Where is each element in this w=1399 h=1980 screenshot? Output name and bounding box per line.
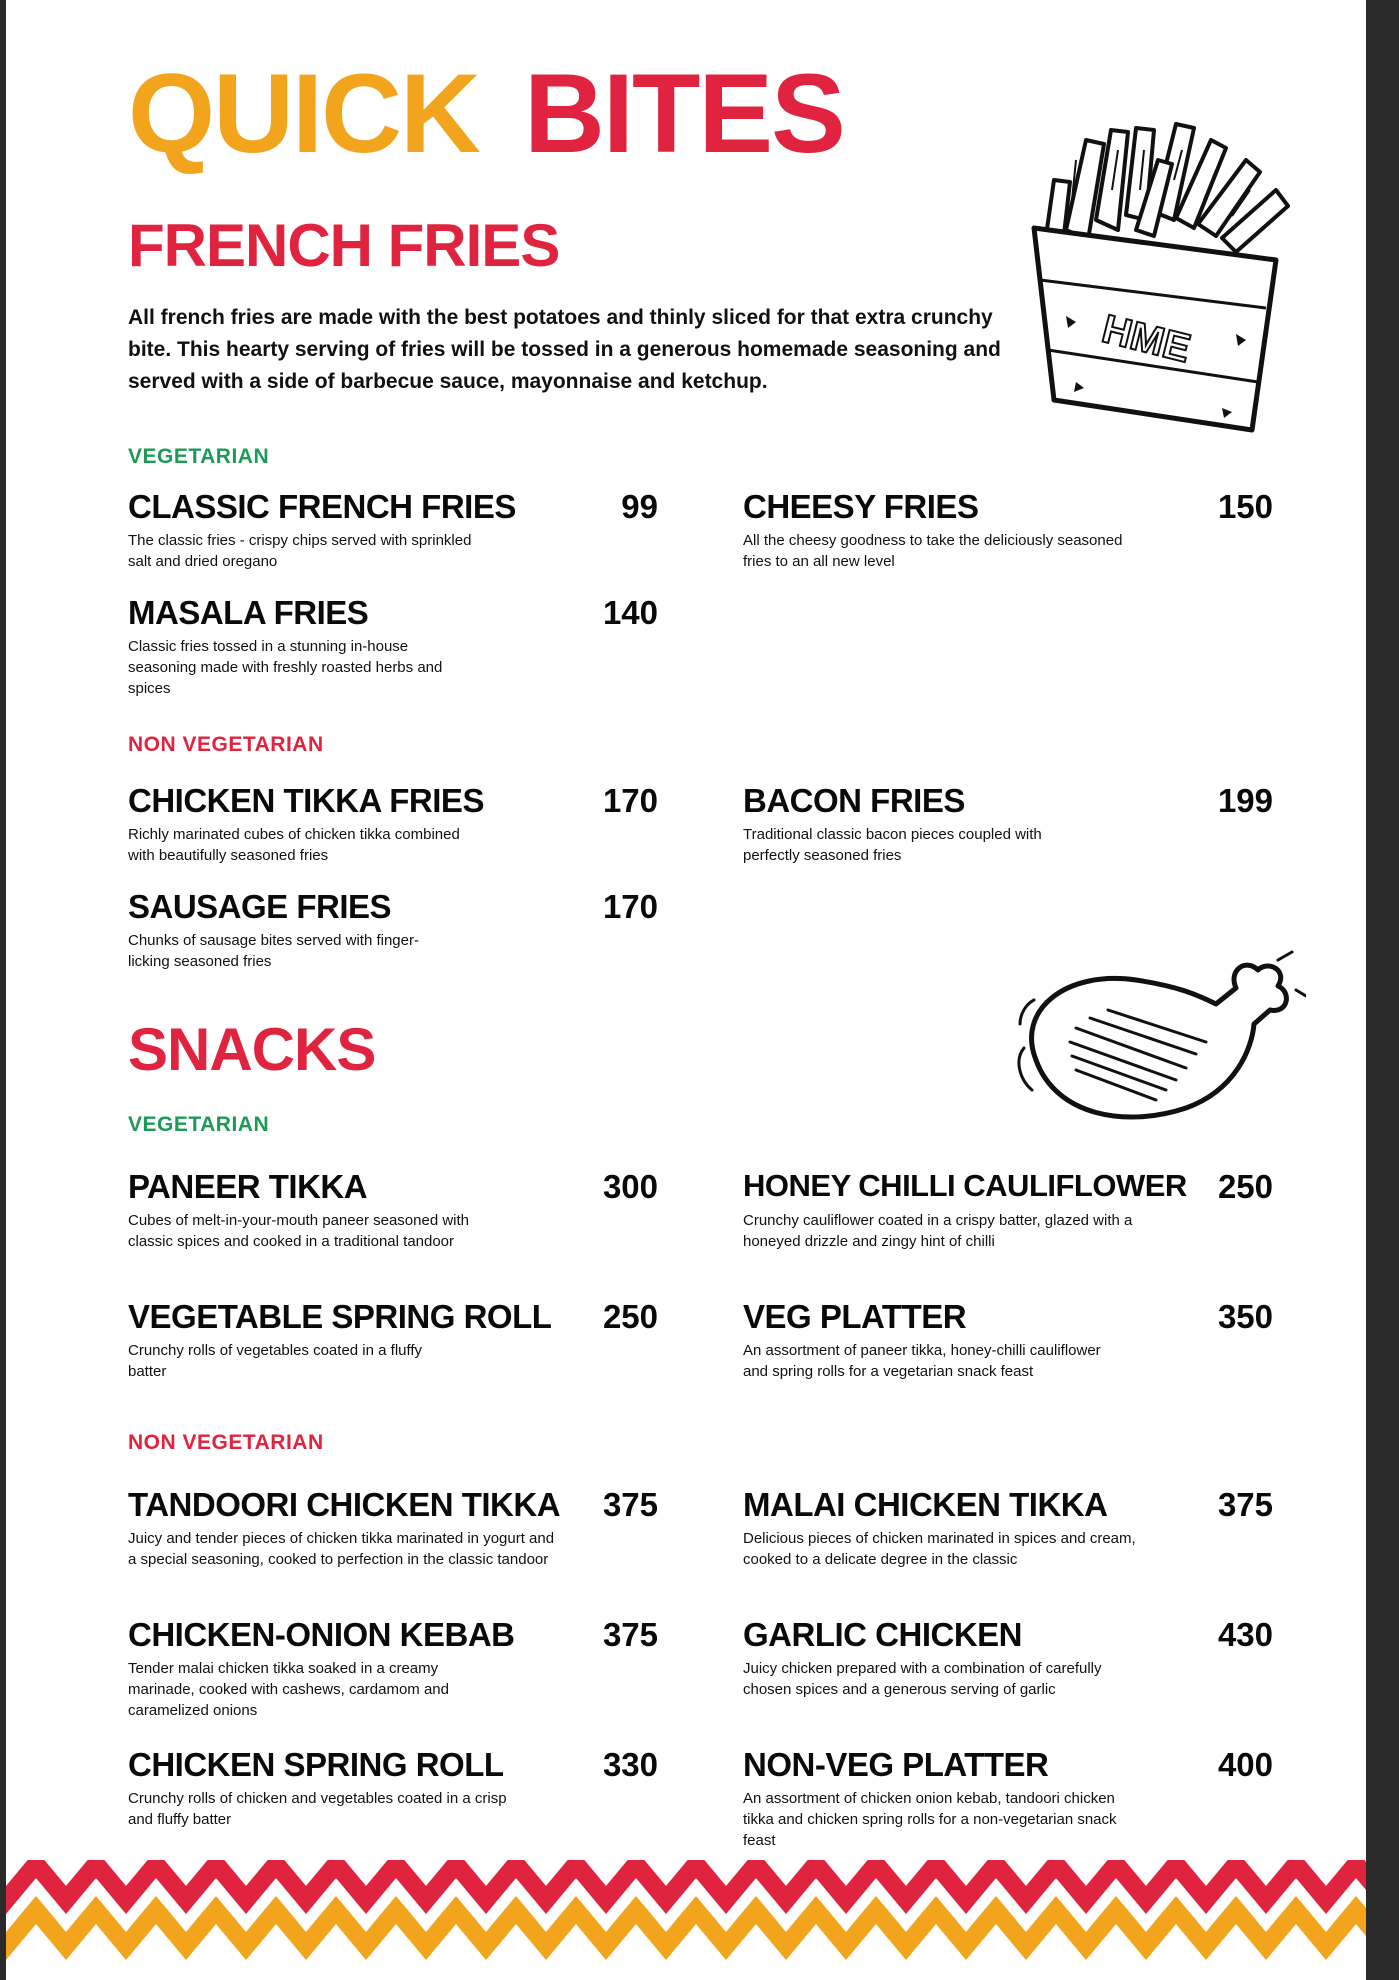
french-fries-box-icon (1026, 120, 1326, 450)
item-name: VEGETABLE SPRING ROLL (128, 1298, 552, 1335)
item-name: MALAI CHICKEN TIKKA (743, 1486, 1108, 1523)
zigzag-stripe-1 (6, 1864, 1366, 1900)
french-fries-title: FRENCH FRIES (128, 212, 560, 279)
item-desc: Juicy and tender pieces of chicken tikka marinated in yogurt and a special seasoning, cooked to perfection in the classic tandoor (128, 1530, 555, 1568)
item-price: 150 (1217, 488, 1273, 525)
item-price: 375 (602, 1616, 658, 1653)
item-price: 140 (602, 594, 658, 631)
item-name: BACON FRIES (743, 782, 965, 819)
item-desc: Chunks of sausage bites served with finger-licking seasoned fries (128, 932, 419, 970)
item-desc: Crunchy rolls of vegetables coated in a fluffy batter (128, 1342, 423, 1380)
item-desc: An assortment of paneer tikka, honey-chilli cauliflower and spring rolls for a vegetarian snack feast (743, 1342, 1101, 1380)
item-price: 300 (602, 1168, 658, 1205)
item-name: VEG PLATTER (743, 1298, 967, 1335)
item-desc: Delicious pieces of chicken marinated in spices and cream, cooked to a delicate degree in the classic (743, 1530, 1136, 1568)
zigzag-stripe-2 (6, 1910, 1366, 1946)
title-quick: QUICK (128, 51, 479, 176)
chicken-drumstick-icon (1006, 930, 1306, 1130)
item-name: CHEESY FRIES (743, 488, 979, 525)
french-fries-intro: All french fries are made with the best potatoes and thinly sliced for that extra crunchy bite. This hearty serving of fries will be tossed in a generous homemade seasoning and served with a side of barbecue sauce, mayonnaise and ketchup. (128, 306, 1001, 393)
item-price: 99 (621, 488, 658, 525)
item-price: 400 (1217, 1746, 1273, 1783)
menu-page (6, 0, 1366, 1980)
item-price: 170 (602, 782, 658, 819)
item-desc: The classic fries - crispy chips served with sprinkled salt and dried oregano (128, 532, 472, 570)
item-desc: Juicy chicken prepared with a combination of carefully chosen spices and a generous serving of garlic (743, 1660, 1102, 1698)
item-name: NON-VEG PLATTER (743, 1746, 1049, 1783)
item-name: CHICKEN TIKKA FRIES (128, 782, 484, 819)
fries-box-label: HME (1097, 306, 1195, 372)
item-price: 250 (602, 1298, 658, 1335)
item-desc: An assortment of chicken onion kebab, tandoori chicken tikka and chicken spring rolls for a non-vegetarian snack feast (743, 1790, 1117, 1849)
item-price: 375 (602, 1486, 658, 1523)
item-name: MASALA FRIES (128, 594, 369, 631)
zigzag-border (6, 1860, 1366, 1980)
item-name: SAUSAGE FRIES (128, 888, 392, 925)
item-price: 170 (602, 888, 658, 925)
item-price: 350 (1217, 1298, 1273, 1335)
item-name: HONEY CHILLI CAULIFLOWER (743, 1168, 1187, 1203)
fries-veg-label: VEGETARIAN (128, 445, 270, 468)
snacks-nonveg-label: NON VEGETARIAN (128, 1431, 324, 1454)
item-desc: Classic fries tossed in a stunning in-house seasoning made with freshly roasted herbs and spices (128, 638, 443, 697)
item-desc: Tender malai chicken tikka soaked in a creamy marinade, cooked with cashews, cardamom and caramelized onions (128, 1660, 449, 1719)
item-price: 375 (1217, 1486, 1273, 1523)
title-bites: BITES (524, 51, 844, 176)
item-name: CHICKEN-ONION KEBAB (128, 1616, 515, 1653)
item-desc: Crunchy rolls of chicken and vegetables coated in a crisp and fluffy batter (128, 1790, 507, 1828)
item-price: 250 (1217, 1168, 1273, 1205)
snacks-title: SNACKS (128, 1016, 376, 1083)
item-name: GARLIC CHICKEN (743, 1616, 1022, 1653)
item-price: 330 (602, 1746, 658, 1783)
item-name: TANDOORI CHICKEN TIKKA (128, 1486, 561, 1523)
fries-nonveg-label: NON VEGETARIAN (128, 733, 324, 756)
item-desc: Richly marinated cubes of chicken tikka combined with beautifully seasoned fries (128, 826, 460, 864)
item-desc: Cubes of melt-in-your-mouth paneer seasoned with classic spices and cooked in a traditional tandoor (128, 1212, 470, 1250)
item-price: 199 (1217, 782, 1273, 819)
item-name: CLASSIC FRENCH FRIES (128, 488, 516, 525)
snacks-veg-label: VEGETARIAN (128, 1113, 270, 1136)
item-name: CHICKEN SPRING ROLL (128, 1746, 504, 1783)
item-name: PANEER TIKKA (128, 1168, 368, 1205)
item-desc: Traditional classic bacon pieces coupled with perfectly seasoned fries (743, 826, 1042, 864)
item-desc: Crunchy cauliflower coated in a crispy batter, glazed with a honeyed drizzle and zingy hint of chilli (743, 1212, 1133, 1250)
item-price: 430 (1217, 1616, 1273, 1653)
item-desc: All the cheesy goodness to take the deliciously seasoned fries to an all new level (743, 532, 1123, 570)
